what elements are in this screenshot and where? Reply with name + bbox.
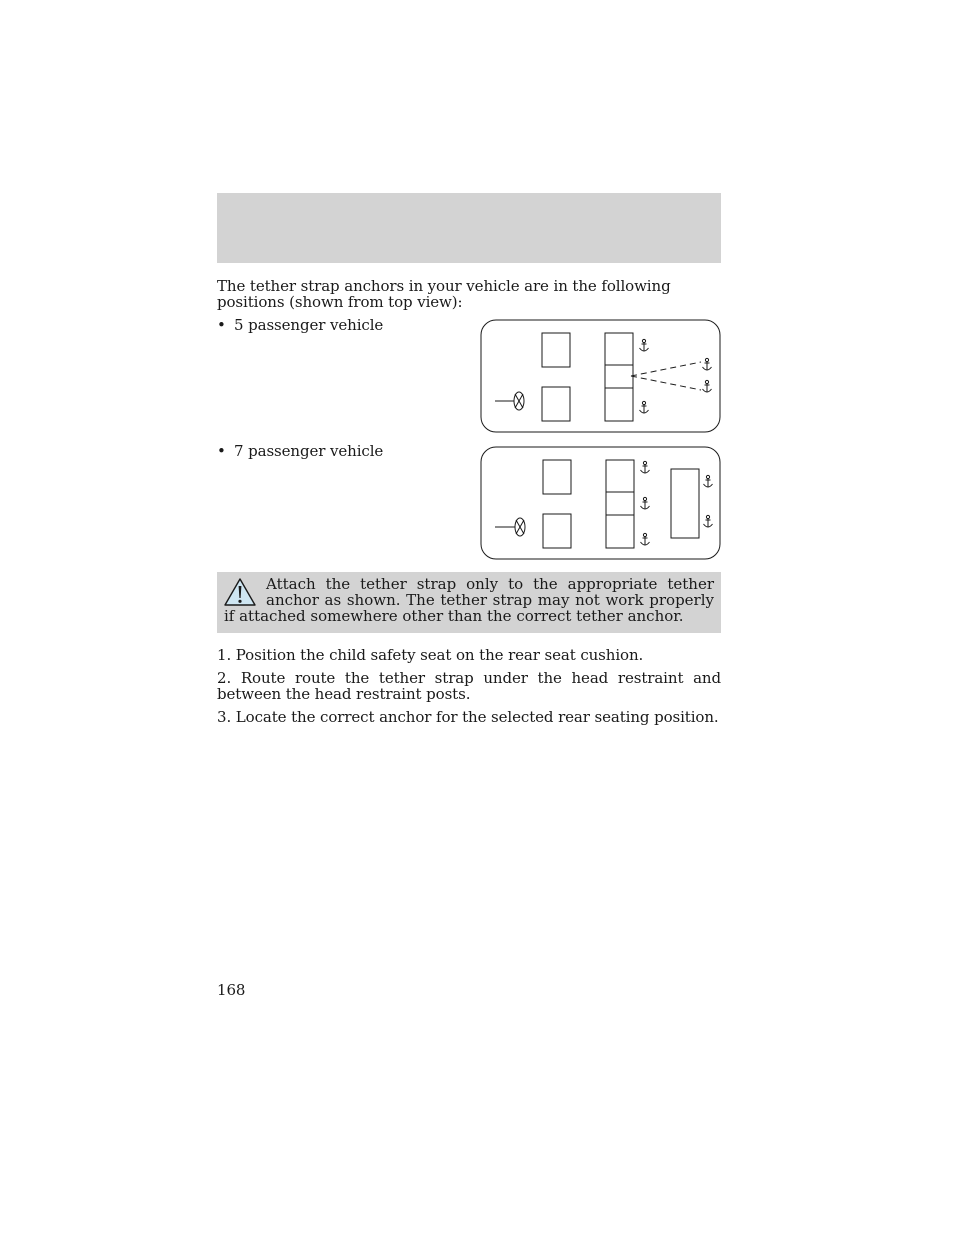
anchor-icon bbox=[641, 497, 650, 509]
bullet-label: 5 passenger vehicle bbox=[234, 316, 384, 334]
anchor-icon bbox=[640, 339, 649, 351]
diagram-5-passenger bbox=[479, 319, 723, 434]
page-number: 168 bbox=[217, 981, 246, 999]
third-row-bench-seat bbox=[671, 469, 699, 538]
step-2: 2. Route route the tether strap under the head restraint and between the head restraint posts. bbox=[217, 669, 721, 703]
diagram-7-passenger bbox=[479, 446, 723, 561]
section-header-band bbox=[217, 193, 721, 263]
step-3: 3. Locate the correct anchor for the selected rear seating position. bbox=[217, 708, 719, 726]
anchor-icon bbox=[640, 401, 649, 413]
vehicle-outline bbox=[481, 447, 720, 559]
step-1: 1. Position the child safety seat on the rear seat cushion. bbox=[217, 646, 644, 664]
steering-wheel-icon bbox=[495, 392, 524, 410]
warning-text: Attach the tether strap only to the appropriate tether anchor as shown. The tether strap may not work properly if attached somewhere other than the correct tether anchor. bbox=[224, 575, 714, 625]
anchor-icon bbox=[641, 461, 650, 473]
bullet-marker: • bbox=[217, 316, 226, 334]
intro-paragraph: The tether strap anchors in your vehicle are in the following positions (shown from top view): bbox=[217, 277, 671, 311]
bullet-label: 7 passenger vehicle bbox=[234, 442, 384, 460]
second-row-bench-seat bbox=[606, 460, 634, 548]
warning-box bbox=[217, 572, 721, 633]
anchor-icon bbox=[703, 358, 712, 370]
bullet-marker: • bbox=[217, 442, 226, 460]
front-seat-passenger bbox=[542, 333, 570, 367]
anchor-icon bbox=[703, 380, 712, 392]
anchor-icon bbox=[704, 475, 713, 487]
front-seat-passenger bbox=[543, 460, 571, 494]
anchor-icon bbox=[704, 515, 713, 527]
front-seat-driver bbox=[543, 514, 571, 548]
rear-bench-seat bbox=[605, 333, 633, 421]
anchor-icon bbox=[641, 533, 650, 545]
steering-wheel-icon bbox=[495, 518, 525, 536]
bullet-5-passenger bbox=[217, 317, 467, 333]
bullet-7-passenger bbox=[217, 443, 467, 459]
vehicle-outline bbox=[481, 320, 720, 432]
front-seat-driver bbox=[542, 387, 570, 421]
